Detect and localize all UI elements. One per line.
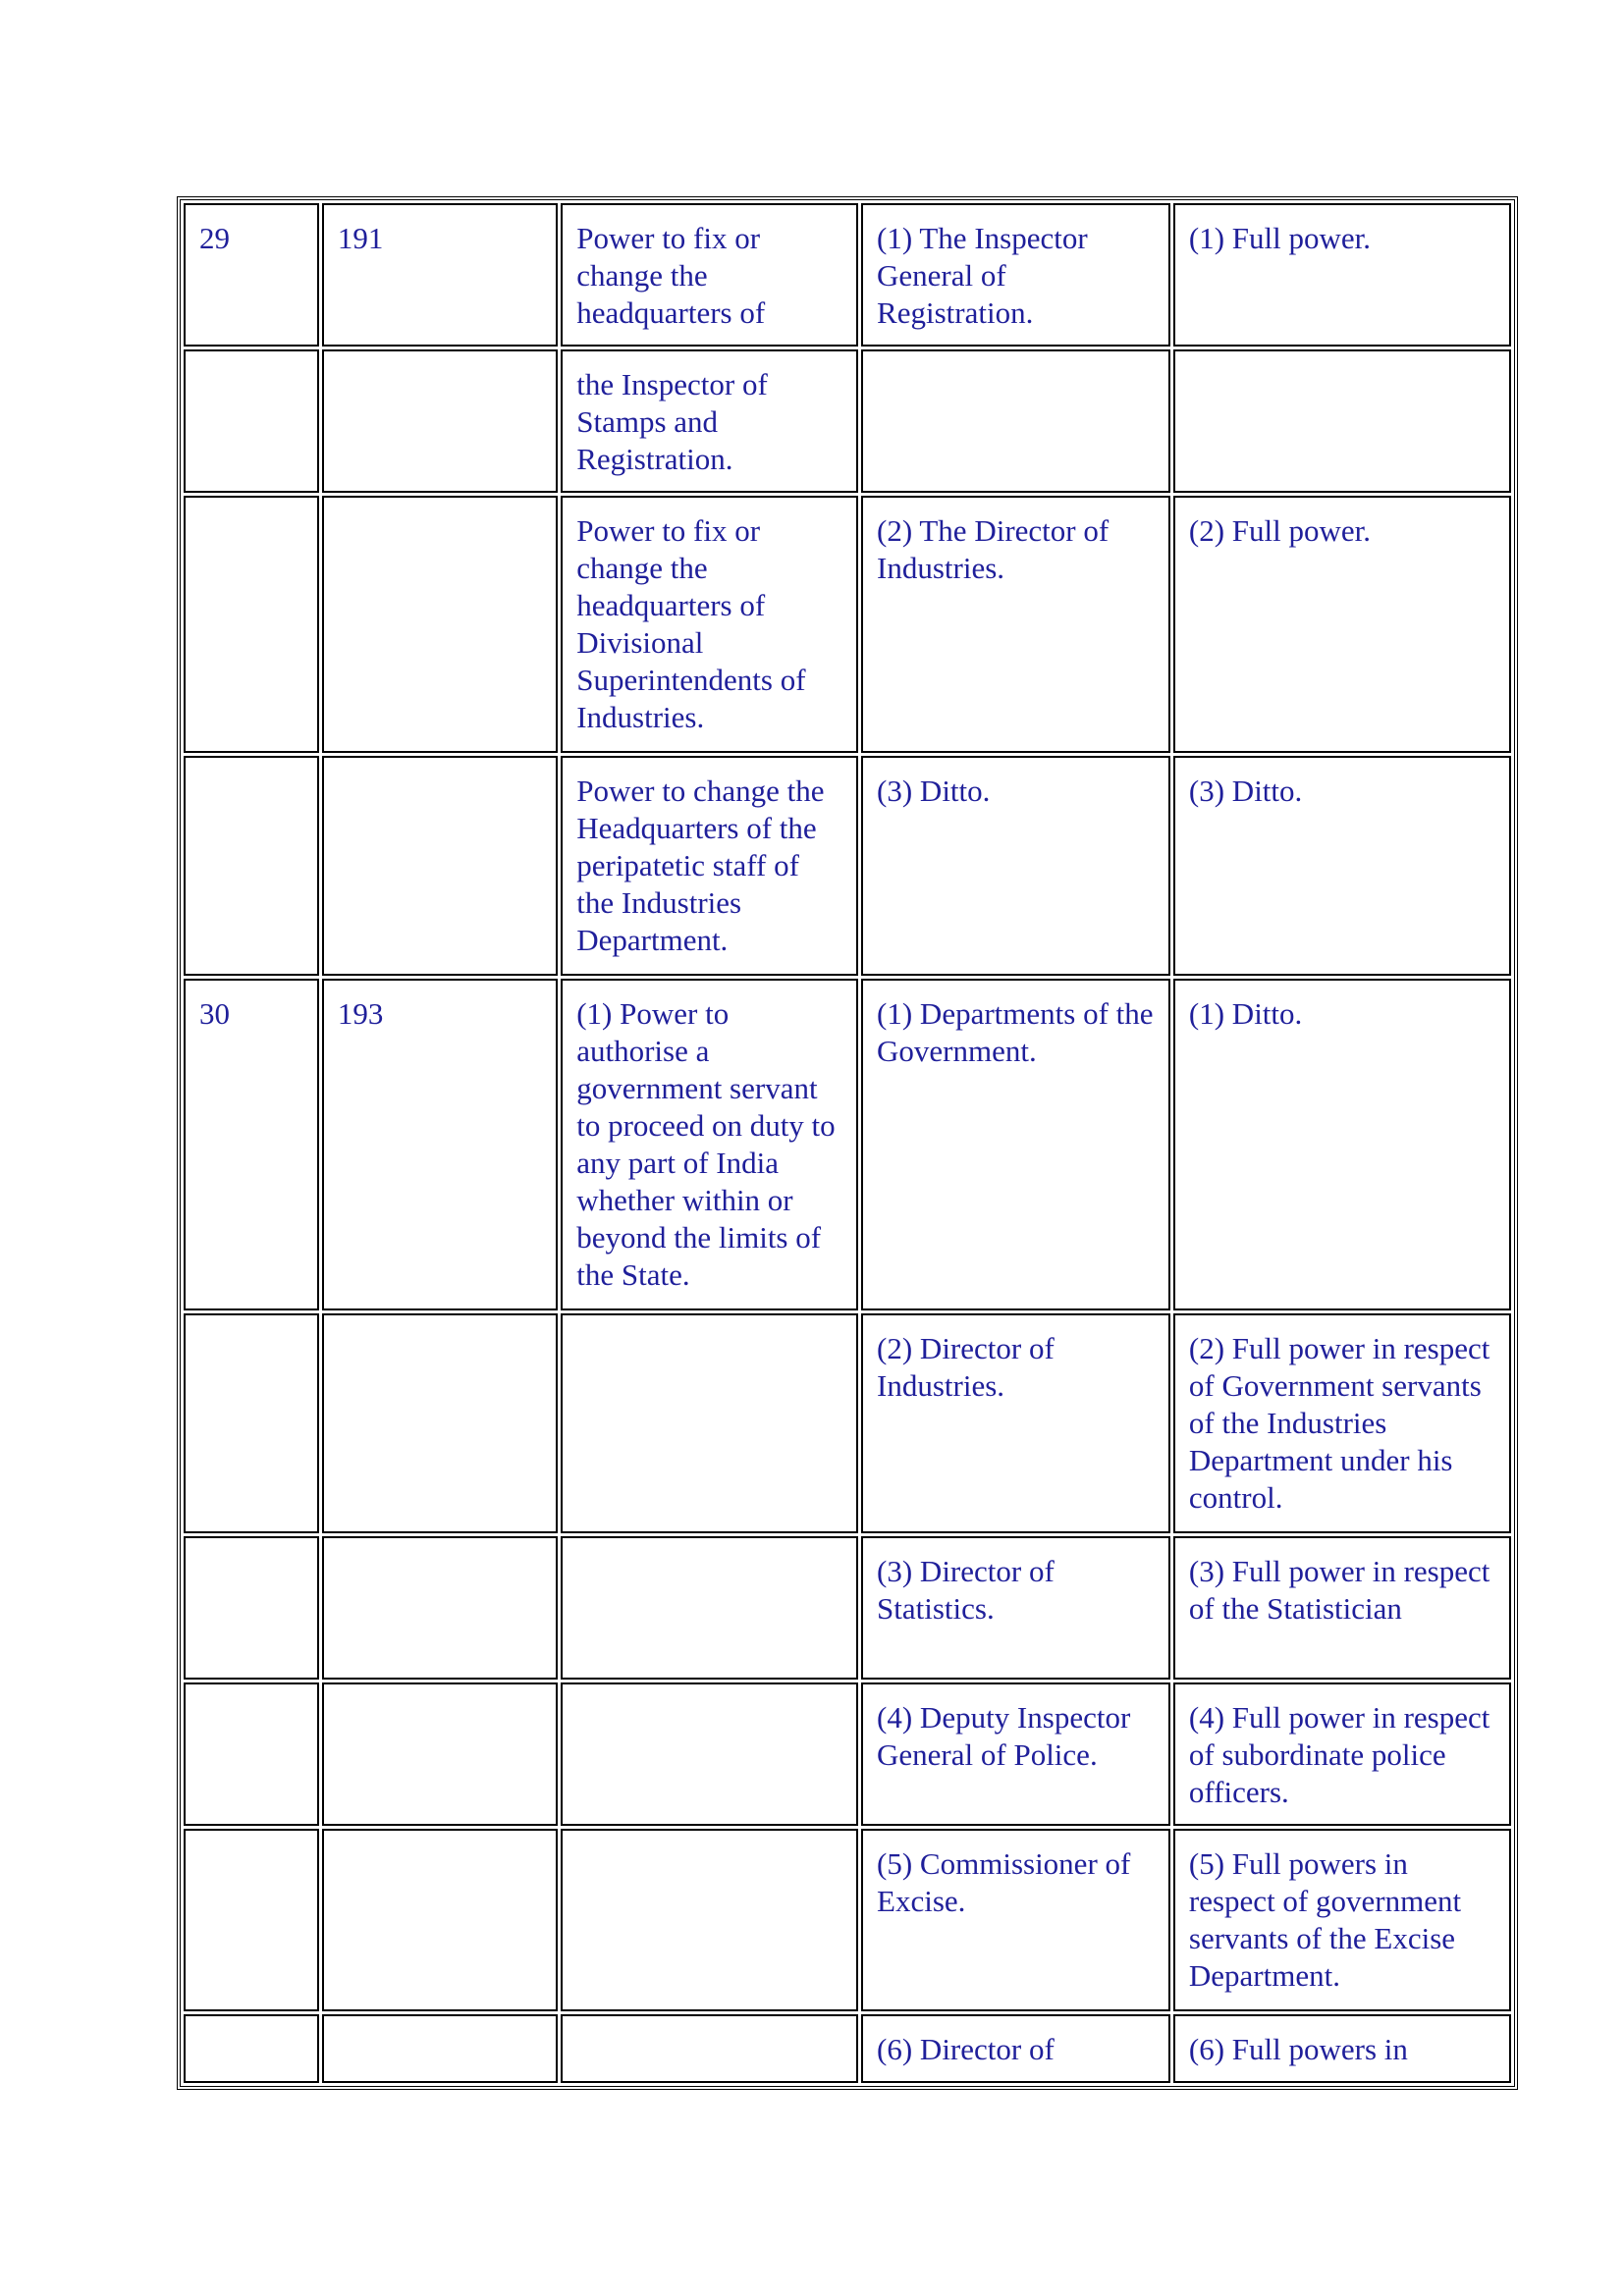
serial-number-cell [184,349,319,493]
nature-of-power-cell [561,1313,858,1533]
serial-number-cell [184,1313,319,1533]
table-row [184,349,1511,493]
authority-cell: (1) The Inspector General of Registration. [861,203,1170,347]
rule-number-cell [322,1682,558,1826]
serial-number-cell [184,1536,319,1680]
nature-of-power-cell [561,1682,858,1826]
extent-of-power-cell: (2) Full power in respect of Government servants of the Industries Department under his control. [1173,1313,1511,1533]
extent-of-power-cell: (2) Full power. [1173,496,1511,753]
authority-cell [861,349,1170,493]
nature-of-power-cell: Power to fix or change the headquarters of [561,203,858,347]
authority-cell: (2) The Director of Industries. [861,496,1170,753]
serial-number-cell [184,2014,319,2083]
rule-number-cell [322,756,558,976]
authority-cell: (1) Departments of the Government. [861,979,1170,1310]
serial-number-cell [184,756,319,976]
authority-cell: (2) Director of Industries. [861,1313,1170,1533]
nature-of-power-cell [561,1829,858,2011]
extent-of-power-cell: (1) Ditto. [1173,979,1511,1310]
rule-number-cell: 191 [322,203,558,347]
table-row [184,203,1511,347]
nature-of-power-cell: Power to change the Headquarters of the peripatetic staff of the Industries Department. [561,756,858,976]
extent-of-power-cell: (1) Full power. [1173,203,1511,347]
authority-cell: (3) Director of Statistics. [861,1536,1170,1680]
table-row [184,979,1511,1310]
serial-number-cell: 30 [184,979,319,1310]
authority-cell: (4) Deputy Inspector General of Police. [861,1682,1170,1826]
serial-number-cell [184,496,319,753]
rule-number-cell [322,496,558,753]
rule-number-cell [322,2014,558,2083]
rule-number-cell [322,1313,558,1533]
table-row [184,1829,1511,2011]
serial-number-cell [184,1829,319,2011]
nature-of-power-cell [561,1536,858,1680]
nature-of-power-cell: (1) Power to authorise a government servant to proceed on duty to any part of India whether within or beyond the limits of the State. [561,979,858,1310]
table-row [184,1536,1511,1680]
serial-number-cell [184,1682,319,1826]
extent-of-power-cell: (3) Ditto. [1173,756,1511,976]
table-row [184,496,1511,753]
rule-number-cell: 193 [322,979,558,1310]
nature-of-power-cell: the Inspector of Stamps and Registration. [561,349,858,493]
nature-of-power-cell: Power to fix or change the headquarters of Divisional Superintendents of Industries. [561,496,858,753]
table-row [184,756,1511,976]
rule-number-cell [322,1829,558,2011]
extent-of-power-cell [1173,349,1511,493]
delegation-of-powers-table [177,196,1518,2090]
extent-of-power-cell: (4) Full power in respect of subordinate police officers. [1173,1682,1511,1826]
authority-cell: (3) Ditto. [861,756,1170,976]
authority-cell: (5) Commissioner of Excise. [861,1829,1170,2011]
table-body [184,203,1511,2083]
extent-of-power-cell: (6) Full powers in [1173,2014,1511,2083]
nature-of-power-cell [561,2014,858,2083]
table-row [184,2014,1511,2083]
authority-cell: (6) Director of [861,2014,1170,2083]
table-row [184,1682,1511,1826]
serial-number-cell: 29 [184,203,319,347]
rule-number-cell [322,349,558,493]
table-row [184,1313,1511,1533]
extent-of-power-cell: (5) Full powers in respect of government servants of the Excise Department. [1173,1829,1511,2011]
rule-number-cell [322,1536,558,1680]
extent-of-power-cell: (3) Full power in respect of the Statistician [1173,1536,1511,1680]
